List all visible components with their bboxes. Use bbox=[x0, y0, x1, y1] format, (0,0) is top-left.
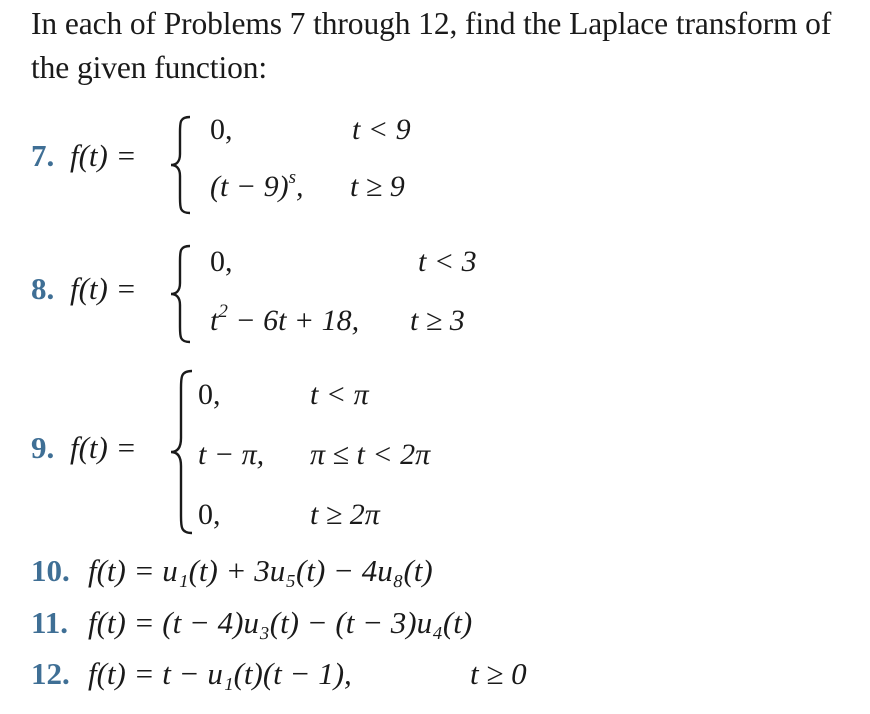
problem-number: 7. bbox=[31, 138, 55, 173]
left-brace-icon bbox=[168, 243, 198, 345]
piece-expression: 0, bbox=[198, 378, 221, 411]
piece-condition: t < 9 bbox=[352, 113, 411, 146]
piece-condition: t < π bbox=[310, 378, 369, 411]
piece-condition: t ≥ 3 bbox=[410, 304, 465, 337]
function-lhs: f(t) = bbox=[70, 138, 137, 173]
left-brace-icon bbox=[168, 114, 198, 216]
piece-expression: t − π, bbox=[198, 438, 265, 471]
function-lhs: f(t) = bbox=[70, 430, 137, 465]
function-definition: f(t) = u₁(t) + 3u₅(t) − 4u₈(t) bbox=[88, 553, 433, 588]
problem-number: 9. bbox=[31, 430, 55, 465]
intro-paragraph: In each of Problems 7 through 12, find the Laplace transform of the given function: bbox=[31, 6, 832, 85]
function-definition: f(t) = (t − 4)u₃(t) − (t − 3)u₄(t) bbox=[88, 605, 473, 640]
left-brace-icon bbox=[168, 368, 200, 536]
problem-number: 8. bbox=[31, 271, 55, 306]
piece-expression: 0, bbox=[210, 113, 233, 146]
piece-condition: t ≥ 9 bbox=[350, 170, 405, 203]
piece-condition: π ≤ t < 2π bbox=[310, 438, 431, 471]
piece-expression: 0, bbox=[210, 245, 233, 278]
problem-number: 12. bbox=[31, 656, 70, 691]
piece-condition: t < 3 bbox=[418, 245, 477, 278]
function-lhs: f(t) = bbox=[70, 271, 137, 306]
problem-number: 11. bbox=[31, 605, 69, 640]
problem-number: 10. bbox=[31, 553, 70, 588]
function-definition: f(t) = t − u₁(t)(t − 1), bbox=[88, 656, 352, 691]
piece-condition: t ≥ 2π bbox=[310, 498, 380, 531]
function-condition: t ≥ 0 bbox=[470, 656, 527, 691]
piece-expression: $t^2 - 6t + 18$, bbox=[210, 301, 360, 337]
piece-expression: $(t - 9)^s$, bbox=[210, 167, 304, 203]
piece-expression: 0, bbox=[198, 498, 221, 531]
